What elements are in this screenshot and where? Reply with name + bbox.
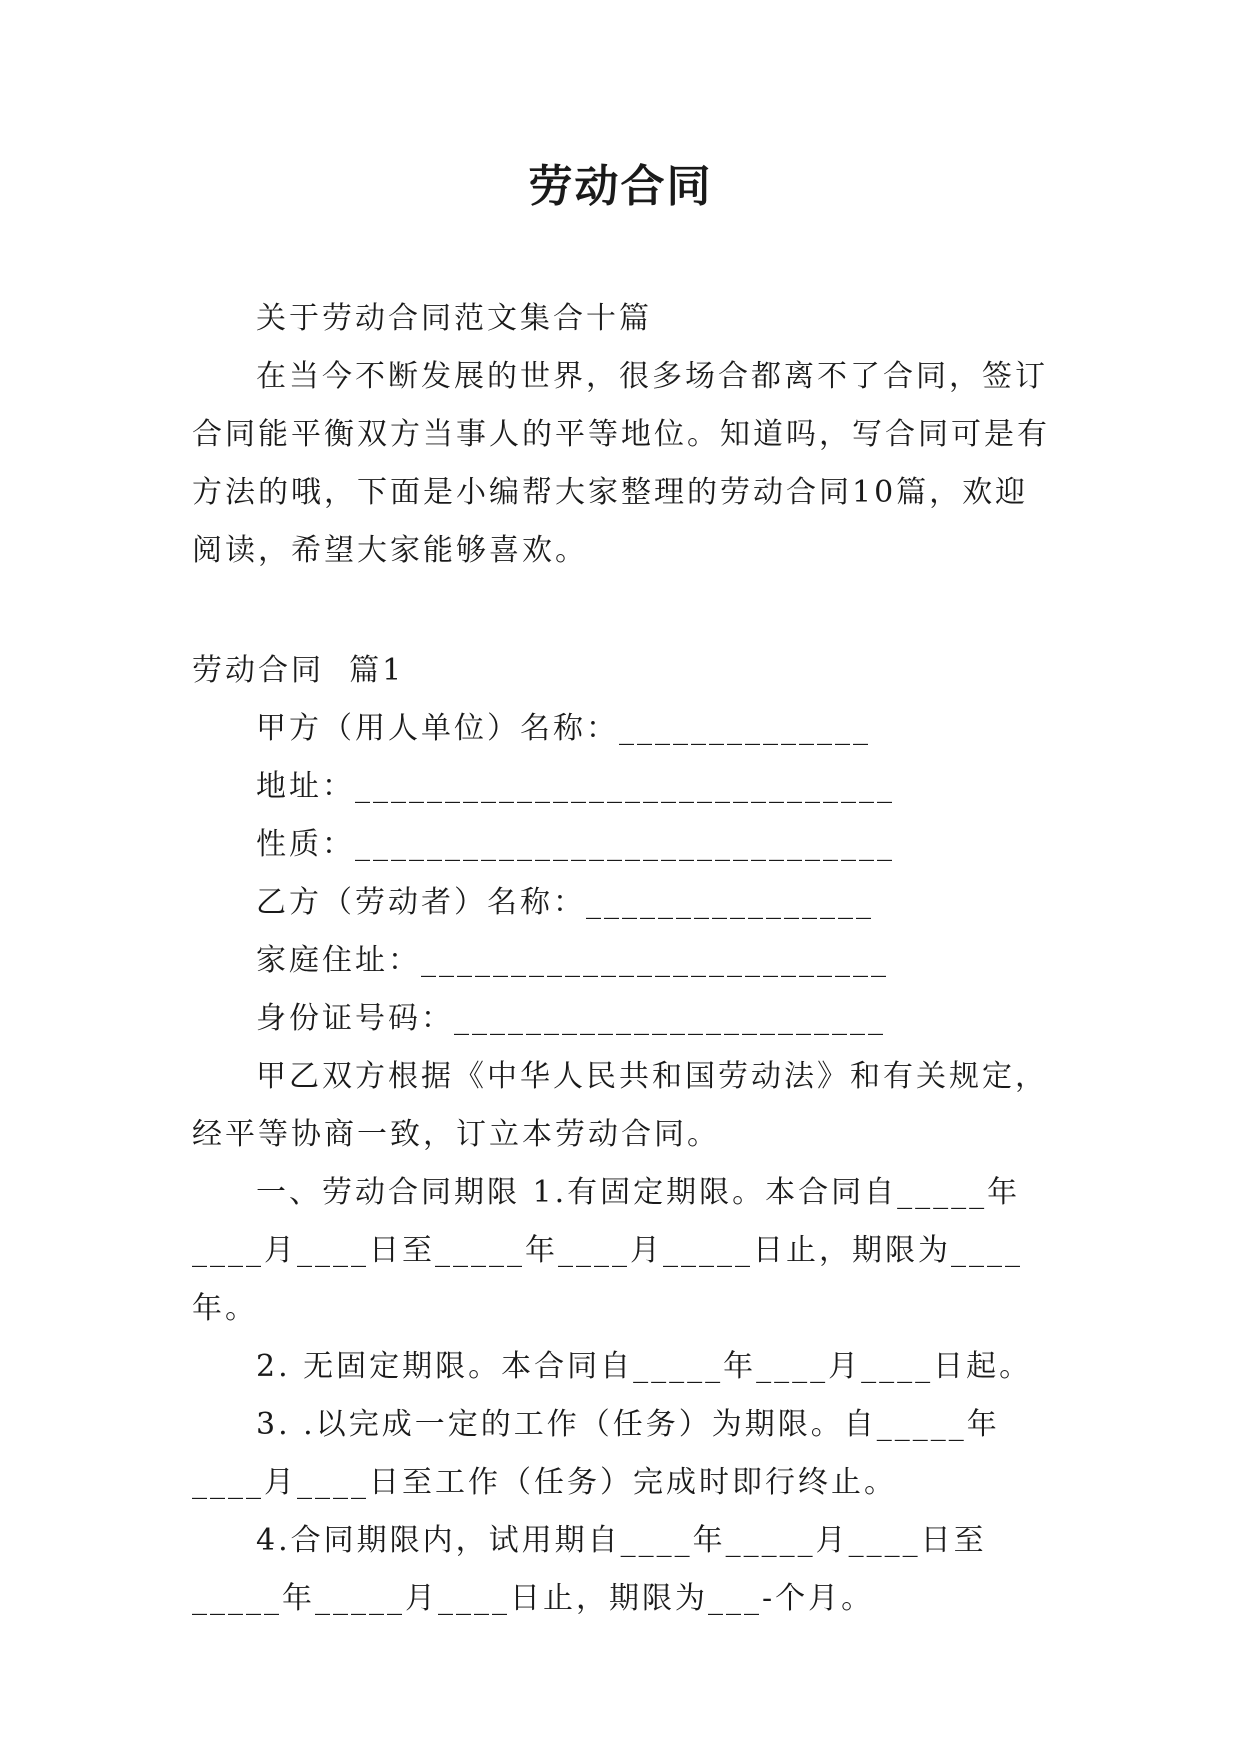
section-spacer — [192, 580, 1052, 642]
employer-name-field: 甲方（用人单位）名称：______________ — [256, 711, 871, 746]
home-address-field: 家庭住址：__________________________ — [256, 943, 889, 978]
clause-probation: 4.合同期限内，试用期自____年_____月____日至_____年_____月____日止，期限为___-个月。 — [192, 1523, 987, 1616]
section-heading: 劳动合同 篇1 — [192, 653, 405, 688]
clause-preamble: 甲乙双方根据《中华人民共和国劳动法》和有关规定，经平等协商一致，订立本劳动合同。 — [192, 1059, 1048, 1152]
clause-term-open: 2. 无固定期限。本合同自_____年____月____日起。 — [256, 1349, 1033, 1384]
document-title: 劳动合同 — [528, 161, 713, 212]
nature-field: 性质：______________________________ — [256, 827, 895, 862]
clause-term-task: 3. .以完成一定的工作（任务）为期限。自_____年____月____日至工作（任务）完成时即行终止。 — [192, 1407, 1000, 1500]
employee-name-field: 乙方（劳动者）名称：________________ — [256, 885, 874, 920]
document-body — [192, 290, 1052, 1628]
intro-paragraph: 在当今不断发展的世界，很多场合都离不了合同，签订合同能平衡双方当事人的平等地位。知道吗，写合同可是有方法的哦，下面是小编帮大家整理的劳动合同10篇，欢迎阅读，希望大家能够喜欢。 — [192, 359, 1050, 568]
id-number-field: 身份证号码：________________________ — [256, 1001, 886, 1036]
clause-term-fixed: 一、劳动合同期限 1.有固定期限。本合同自_____年____月____日至_____年____月_____日止，期限为____年。 — [192, 1175, 1023, 1326]
address-field: 地址：______________________________ — [256, 769, 895, 804]
intro-subtitle: 关于劳动合同范文集合十篇 — [256, 301, 652, 336]
